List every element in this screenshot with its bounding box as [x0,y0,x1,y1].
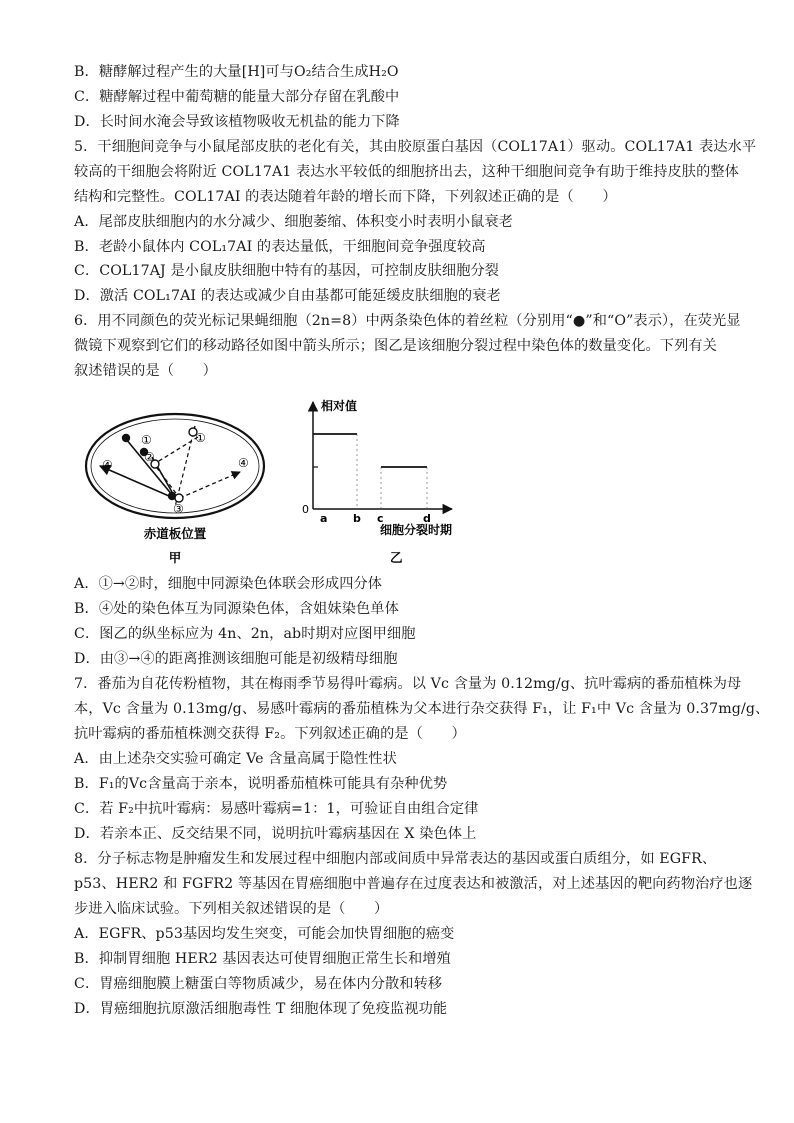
marker-2: ② [144,450,155,464]
chart-origin-label: 0 [302,503,309,516]
fig-left-caption: 赤道板位置 [143,526,207,541]
chart-tick-label-b: b [353,512,361,525]
figure-area [80,392,470,570]
text-line: B．④处的染色体互为同源染色体，含姐妹染色单体 [74,601,399,617]
marker-1b: ① [195,431,206,445]
text-line: 本，Vc 含量为 0.13mg/g、易感叶霉病的番茄植株为父本进行杂交获得 F₁，让 F₁中 Vc 含量为 0.37mg/g、 [74,701,770,717]
cell-diagram [86,414,264,518]
chromosome-filled-1 [122,434,130,442]
figure-svg [80,392,470,570]
text-line: B．抑制胃细胞 HER2 基因表达可使胃细胞正常生长和增殖 [74,951,451,967]
text-line: C．COL17AJ 是小鼠皮肤细胞中特有的基因，可控制皮肤细胞分裂 [74,263,500,279]
path-open-1 [154,437,198,496]
text-line: 结构和完整性。COL17AI 的表达随着年龄的增长而下降，下列叙述正确的是（ ） [74,189,617,205]
chart-tick-label-c: c [377,512,384,525]
text-line: C．胃癌细胞膜上糖蛋白等物质减少，易在体内分散和转移 [74,976,443,992]
chart-tick-label-a: a [320,512,328,525]
text-line: 抗叶霉病的番茄植株测交获得 F₂。下列叙述正确的是（ ） [74,726,466,742]
text-line: D．激活 COL₁7AI 的表达或减少自由基都可能延缓皮肤细胞的衰老 [74,288,501,304]
marker-4b: ④ [238,456,249,470]
text-line: A．由上述杂交实验可确定 Ve 含量高属于隐性性状 [74,751,397,767]
marker-1a: ① [141,433,152,447]
marker-3: ③ [173,502,184,516]
text-line: D．长时间水淹会导致该植物吸收无机盐的能力下降 [74,114,400,130]
chart-b [302,398,452,565]
text-line: p53、HER2 和 FGFR2 等基因在胃癌细胞中普遍存在过度表达和被激活，对上述基因的靶向药物治疗也逐 [74,876,753,892]
marker-4a: ④ [102,458,113,472]
text-line: 较高的干细胞会将附近 COL17A1 表达水平较低的细胞挤出去，这种干细胞间竞争有助于维持皮肤的整体 [74,164,739,180]
path-open-2 [180,472,240,498]
chart-xlabel: 细胞分裂时期 [380,523,453,537]
text-line: C．图乙的纵坐标应为 4n、2n，ab时期对应图甲细胞 [74,626,416,642]
text-line: B．糖酵解过程产生的大量[H]可与O₂结合生成H₂O [74,64,399,80]
text-line: B．老龄小鼠体内 COL₁7AI 的表达量低，干细胞间竞争强度较高 [74,239,486,255]
text-line: D．胃癌细胞抗原激活细胞毒性 T 细胞体现了免疫监视功能 [74,1001,448,1017]
text-line: 叙述错误的是（ ） [74,363,217,379]
text-line: 步进入临床试验。下列相关叙述错误的是（ ） [74,901,389,917]
text-line: B．F₁的Vc含量高于亲本，说明番茄植株可能具有杂种优势 [74,776,448,792]
text-line: A．EGFR、p53基因均发生突变，可能会加快胃细胞的癌变 [74,926,455,942]
text-line: C．糖酵解过程中葡萄糖的能量大部分存留在乳酸中 [74,89,400,105]
fig-left-name: 甲 [168,550,182,565]
chart-ylabel: 相对值 [321,399,358,413]
text-line: 6．用不同颜色的荧光标记果蝇细胞（2n=8）中两条染色体的着丝粒（分别用“●”和“O”表示），在荧光显 [74,313,741,329]
text-line: D．若亲本正、反交结果不同，说明抗叶霉病基因在 X 染色体上 [74,826,477,842]
text-line: 7．番茄为自花传粉植物，其在梅雨季节易得叶霉病。以 Vc 含量为 0.12mg/g、抗叶霉病的番茄植株为母 [74,676,742,692]
text-line: D．由③→④的距离推测该细胞可能是初级精母细胞 [74,651,398,667]
text-line: 微镜下观察到它们的移动路径如图中箭头所示；图乙是该细胞分裂过程中染色体的数量变化。下列有关 [74,338,717,354]
fig-right-name: 乙 [390,550,403,565]
text-line: A．①→②时，细胞中同源染色体联会形成四分体 [74,576,383,592]
text-line: 8．分子标志物是肿瘤发生和发展过程中细胞内部或间质中异常表达的基因或蛋白质组分，如 EGFR、 [74,851,717,867]
text-line: A．尾部皮肤细胞内的水分减少、细胞萎缩、体积变小时表明小鼠衰老 [74,214,513,230]
text-line: 5．干细胞间竞争与小鼠尾部皮肤的老化有关，其由胶原蛋白基因（COL17A1）驱动。COL17A1 表达水平 [74,139,757,155]
chromosome-open-3 [175,494,183,502]
chart-tick-label-d: d [423,512,431,525]
text-line: C．若 F₂中抗叶霉病：易感叶霉病=1：1，可验证自由组合定律 [74,801,479,817]
